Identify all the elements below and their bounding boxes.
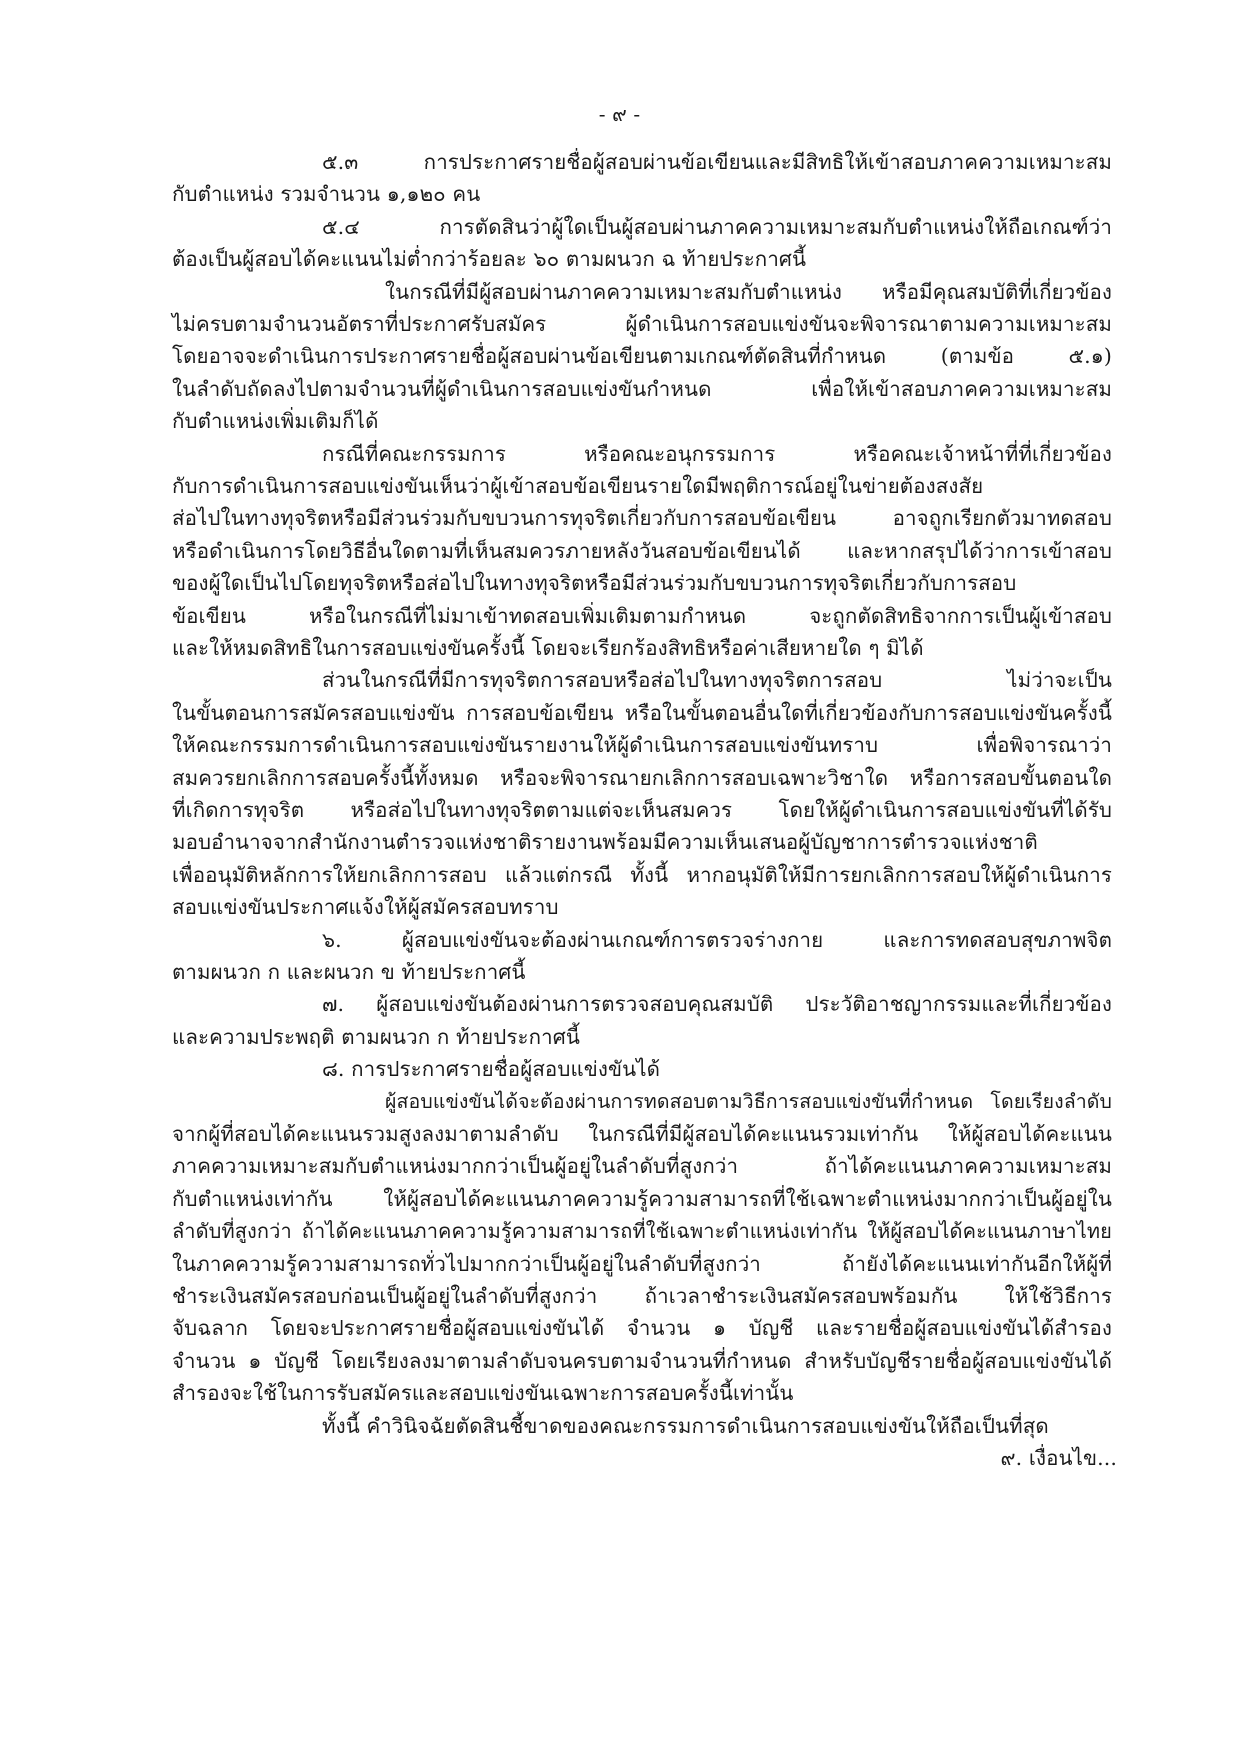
body-line: กับการดำเนินการสอบแข่งขันเห็นว่าผู้เข้าสอบข้อเขียนรายใดมีพฤติการณ์อยู่ในข่ายต้องสงสัย <box>172 474 984 498</box>
body-line: ภาคความเหมาะสมกับตำแหน่งมากกว่าเป็นผู้อยู่ในลำดับที่สูงกว่า ถ้าได้คะแนนภาคความเหมาะสม <box>172 1154 1112 1179</box>
body-line: ตามผนวก ก และผนวก ข ท้ายประกาศนี้ <box>172 960 526 984</box>
body-line: โดยอาจจะดำเนินการประกาศรายชื่อผู้สอบผ่านข้อเขียนตามเกณฑ์ตัดสินที่กำหนด (ตามข้อ ๕.๑) <box>172 344 1112 369</box>
body-line: มอบอำนาจจากสำนักงานตำรวจแห่งชาติรายงานพร้อมมีความเห็นเสนอผู้บัญชาการตำรวจแห่งชาติ <box>172 830 1038 855</box>
body-line: ไม่ครบตามจำนวนอัตราที่ประกาศรับสมัคร ผู้ดำเนินการสอบแข่งขันจะพิจารณาตามความเหมาะสม <box>172 312 1112 336</box>
body-line: และให้หมดสิทธิในการสอบแข่งขันครั้งนี้ โดยจะเรียกร้องสิทธิหรือค่าเสียหายใด ๆ มิได้ <box>172 636 924 660</box>
body-line: ๗. ผู้สอบแข่งขันต้องผ่านการตรวจสอบคุณสมบัติ ประวัติอาชญากรรมและที่เกี่ยวข้อง <box>322 992 1112 1017</box>
body-line: ชำระเงินสมัครสอบก่อนเป็นผู้อยู่ในลำดับที่สูงกว่า ถ้าเวลาชำระเงินสมัครสอบพร้อมกัน ให้ใช้วิธีการ <box>172 1284 1112 1308</box>
body-line: สมควรยกเลิกการสอบครั้งนี้ทั้งหมด หรือจะพิจารณายกเลิกการสอบเฉพาะวิชาใด หรือการสอบขั้นตอนใด <box>172 765 1112 790</box>
body-line: ลำดับที่สูงกว่า ถ้าได้คะแนนภาคความรู้ความสามารถที่ใช้เฉพาะตำแหน่งเท่ากัน ให้ผู้สอบได้คะแนนภาษาไทย <box>172 1219 1112 1244</box>
body-line: ที่เกิดการทุจริต หรือส่อไปในทางทุจริตตามแต่จะเห็นสมควร โดยให้ผู้ดำเนินการสอบแข่งขันที่ได้รับ <box>172 798 1112 822</box>
body-line: ส่วนในกรณีที่มีการทุจริตการสอบหรือส่อไปในทางทุจริตการสอบ ไม่ว่าจะเป็น <box>322 668 1112 693</box>
body-line: กรณีที่คณะกรรมการ หรือคณะอนุกรรมการ หรือคณะเจ้าหน้าที่ที่เกี่ยวข้อง <box>322 441 1112 466</box>
body-line: จากผู้ที่สอบได้คะแนนรวมสูงลงมาตามลำดับ ในกรณีที่มีผู้สอบได้คะแนนรวมเท่ากัน ให้ผู้สอบได้คะแนน <box>172 1122 1112 1146</box>
body-line: กับตำแหน่ง รวมจำนวน ๑,๑๒๐ คน <box>172 182 481 207</box>
body-line: กับตำแหน่งเพิ่มเติมก็ได้ <box>172 409 379 434</box>
body-line: กับตำแหน่งเท่ากัน ให้ผู้สอบได้คะแนนภาคความรู้ความสามารถที่ใช้เฉพาะตำแหน่งมากกว่าเป็นผู้อยู่ใน <box>172 1186 1112 1211</box>
body-line: ทั้งนี้ คำวินิจฉัยตัดสินชี้ขาดของคณะกรรมการดำเนินการสอบแข่งขันให้ถือเป็นที่สุด <box>322 1413 1049 1438</box>
page-number: - ๙ - <box>598 102 641 126</box>
body-line: ๖. ผู้สอบแข่งขันจะต้องผ่านเกณฑ์การตรวจร่างกาย และการทดสอบสุขภาพจิต <box>322 927 1112 952</box>
body-line: ๕.๓ การประกาศรายชื่อผู้สอบผ่านข้อเขียนและมีสิทธิให้เข้าสอบภาคความเหมาะสม <box>322 150 1112 174</box>
continuation-text: ๙. เงื่อนไข... <box>1000 1446 1117 1470</box>
body-line: หรือดำเนินการโดยวิธีอื่นใดตามที่เห็นสมควรภายหลังวันสอบข้อเขียนได้ และหากสรุปได้ว่าการเข้าสอบ <box>172 538 1112 563</box>
body-line: และความประพฤติ ตามผนวก ก ท้ายประกาศนี้ <box>172 1024 580 1049</box>
body-line: จำนวน ๑ บัญชี โดยเรียงลงมาตามลำดับจนครบตามจำนวนที่กำหนด สำหรับบัญชีรายชื่อผู้สอบแข่งขันได้ <box>172 1348 1112 1373</box>
body-line: ผู้สอบแข่งขันได้จะต้องผ่านการทดสอบตามวิธีการสอบแข่งขันที่กำหนด โดยเรียงลำดับ <box>385 1089 1112 1113</box>
body-line: ๕.๔ การตัดสินว่าผู้ใดเป็นผู้สอบผ่านภาคความเหมาะสมกับตำแหน่งให้ถือเกณฑ์ว่า <box>322 214 1112 239</box>
body-line: ในลำดับถัดลงไปตามจำนวนที่ผู้ดำเนินการสอบแข่งขันกำหนด เพื่อให้เข้าสอบภาคความเหมาะสม <box>172 376 1112 401</box>
body-line: ส่อไปในทางทุจริตหรือมีส่วนร่วมกับขบวนการทุจริตเกี่ยวกับการสอบข้อเขียน อาจถูกเรียกตัวมาทดสอบ <box>172 506 1112 531</box>
body-line: เพื่ออนุมัติหลักการให้ยกเลิกการสอบ แล้วแต่กรณี ทั้งนี้ หากอนุมัติให้มีการยกเลิกการสอบให้ผู้ดำเนินการ <box>172 862 1112 887</box>
body-line: ๘. การประกาศรายชื่อผู้สอบแข่งขันได้ <box>322 1057 661 1082</box>
body-line: สอบแข่งขันประกาศแจ้งให้ผู้สมัครสอบทราบ <box>172 895 559 920</box>
body-line: ให้คณะกรรมการดำเนินการสอบแข่งขันรายงานให้ผู้ดำเนินการสอบแข่งขันทราบ เพื่อพิจารณาว่า <box>172 733 1112 758</box>
body-line: ในขั้นตอนการสมัครสอบแข่งขัน การสอบข้อเขียน หรือในขั้นตอนอื่นใดที่เกี่ยวข้องกับการสอบแข่งขันครั้งนี้ <box>172 700 1112 725</box>
body-line: ของผู้ใดเป็นไปโดยทุจริตหรือส่อไปในทางทุจริตหรือมีส่วนร่วมกับขบวนการทุจริตเกี่ยวกับการสอบ <box>172 571 1017 596</box>
body-line: ในกรณีที่มีผู้สอบผ่านภาคความเหมาะสมกับตำแหน่ง หรือมีคุณสมบัติที่เกี่ยวข้อง <box>385 279 1112 304</box>
body-line: สำรองจะใช้ในการรับสมัครและสอบแข่งขันเฉพาะการสอบครั้งนี้เท่านั้น <box>172 1381 794 1406</box>
body-line: ข้อเขียน หรือในกรณีที่ไม่มาเข้าทดสอบเพิ่มเติมตามกำหนด จะถูกตัดสิทธิจากการเป็นผู้เข้าสอบ <box>172 603 1112 628</box>
body-line: จับฉลาก โดยจะประกาศรายชื่อผู้สอบแข่งขันได้ จำนวน ๑ บัญชี และรายชื่อผู้สอบแข่งขันได้สำรอง <box>172 1316 1112 1341</box>
body-line: ต้องเป็นผู้สอบได้คะแนนไม่ต่ำกว่าร้อยละ ๖๐ ตามผนวก ฉ ท้ายประกาศนี้ <box>172 247 807 272</box>
body-line: ในภาคความรู้ความสามารถทั่วไปมากกว่าเป็นผู้อยู่ในลำดับที่สูงกว่า ถ้ายังได้คะแนนเท่ากันอีกให้ผู้ที่ <box>172 1251 1112 1276</box>
